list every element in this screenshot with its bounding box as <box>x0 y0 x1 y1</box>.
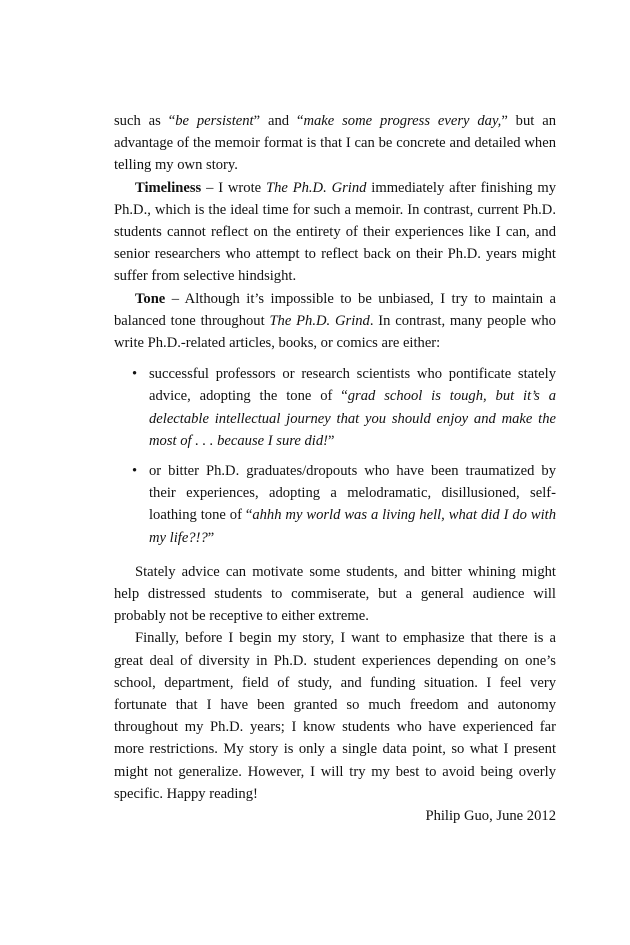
tone-heading: Tone <box>135 290 166 307</box>
intro-paragraph <box>114 110 556 177</box>
intro-text-2: ” and “ <box>253 113 304 129</box>
timeliness-paragraph <box>114 177 556 288</box>
bullet-icon: • <box>132 463 138 480</box>
signature: Philip Guo, June 2012 <box>425 808 556 825</box>
bullet-italic-quote: grad school is tough, but it’s a delectable intellectual journey that you should enjoy and make the most of . . . because I sure did! <box>149 388 556 449</box>
bullet-text: successful professors or research scientists who pontificate stately advice, adopting the tone of “ <box>149 366 556 405</box>
timeliness-text-2: immediately after finishing my Ph.D., which is the ideal time for such a memoir. In contrast, current Ph.D. students cannot reflect on the entirety of their experiences like I can, and senior researchers who attempt to reflect back on their Ph.D. years might suffer from selective hindsight. <box>114 179 557 285</box>
list-item <box>114 460 556 549</box>
document-page <box>114 110 556 827</box>
bullet-italic-quote: ahhh my world was a living hell, what did I do with my life?!? <box>149 507 556 546</box>
bullet-text-end: ” <box>207 529 215 546</box>
intro-text-3: ” but an advantage of the memoir format is that I can be concrete and detailed when telling my own story. <box>114 113 557 174</box>
timeliness-book-title: The Ph.D. Grind <box>265 179 367 196</box>
list-item <box>114 363 556 452</box>
tone-paragraph <box>114 288 556 355</box>
bullet-list <box>114 363 556 549</box>
tone-text-1: – Although it’s impossible to be unbiased, I try to maintain a balanced tone throughout <box>114 290 556 329</box>
bullet-text: or bitter Ph.D. graduates/dropouts who have been traumatized by their experiences, adopting a melodramatic, disillusioned, self-loathing tone of “ <box>149 463 556 524</box>
tone-book-title: The Ph.D. Grind <box>269 312 370 329</box>
tone-text-2: . In contrast, many people who write Ph.D.-related articles, books, or comics are either: <box>114 312 556 352</box>
timeliness-text-1: – I wrote <box>201 179 266 196</box>
intro-italic-2: make some progress every day, <box>303 113 502 129</box>
stately-paragraph: Stately advice can motivate some students, and bitter whining might help distressed students to commiserate, but a general audience will probably not be receptive to either extreme. <box>114 563 556 625</box>
finally-paragraph: Finally, before I begin my story, I want to emphasize that there is a great deal of diversity in Ph.D. student experiences depending on one’s school, department, field of study, and funding situation. I feel very fortunate that I have been granted so much freedom and autonomy throughout my Ph.D. years; I know students who have experienced far more restrictions. My story is only a single data point, so what I present might not generalize. However, I will try my best to avoid being overly specific. Happy reading! <box>114 630 556 802</box>
intro-text-1: such as “ <box>114 113 176 129</box>
bullet-text-end: ” <box>328 432 335 449</box>
timeliness-heading: Timeliness <box>135 179 202 196</box>
intro-italic-1: be persistent <box>175 113 254 129</box>
bullet-icon: • <box>132 366 138 383</box>
